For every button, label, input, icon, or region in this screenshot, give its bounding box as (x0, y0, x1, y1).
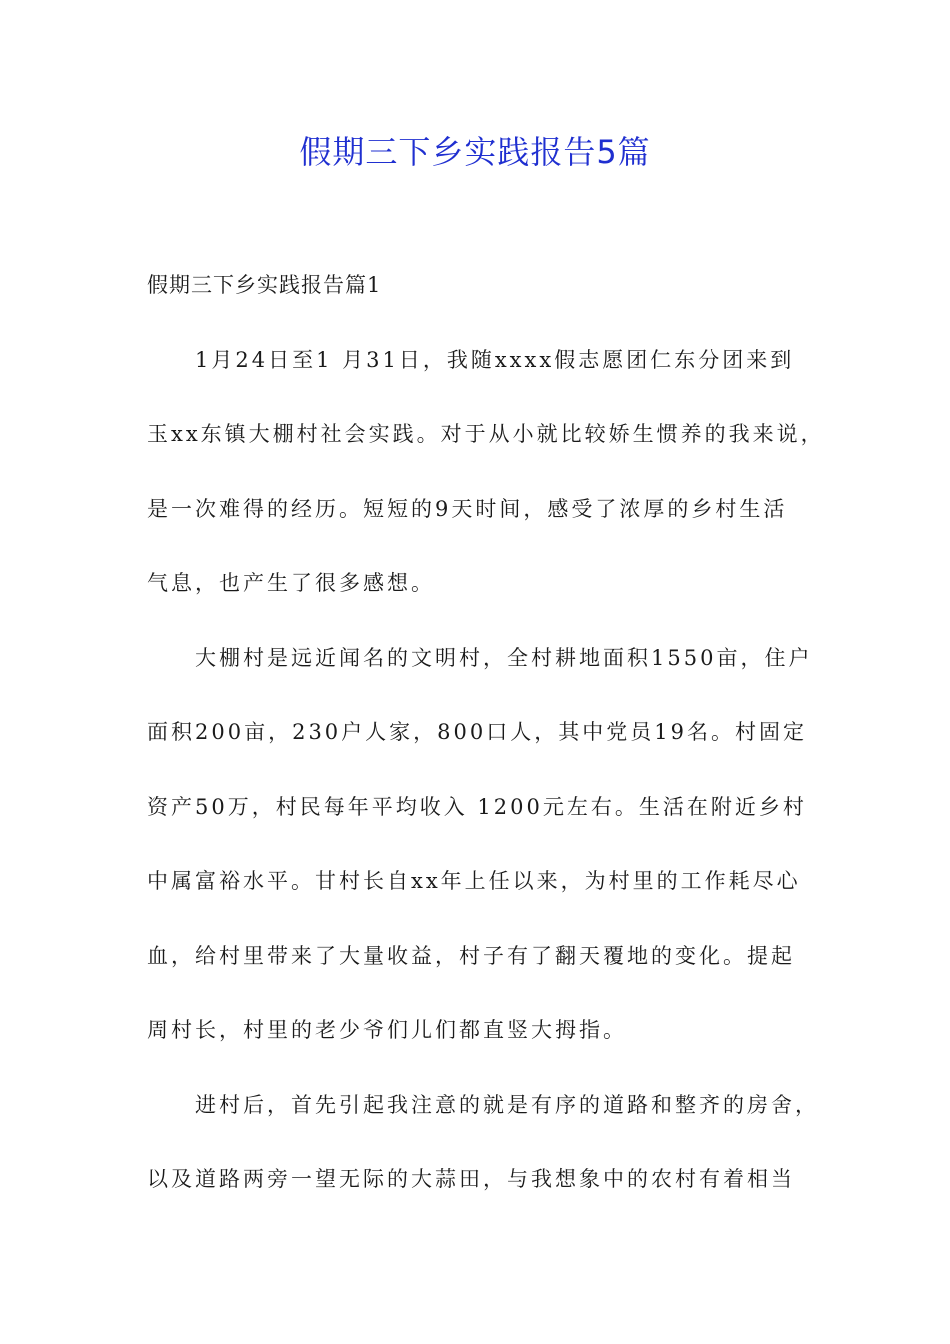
paragraph-line: 1月24日至1 月31日，我随xxxx假志愿团仁东分团来到 (195, 348, 795, 372)
section-heading: 假期三下乡实践报告篇1 (147, 273, 382, 297)
paragraph-line: 大棚村是远近闻名的文明村，全村耕地面积1550亩，住户 (195, 646, 813, 670)
paragraph-line: 周村长，村里的老少爷们儿们都直竖大拇指。 (147, 1018, 627, 1042)
paragraph-line: 是一次难得的经历。短短的9天时间，感受了浓厚的乡村生活 (147, 497, 788, 521)
paragraph-line: 进村后，首先引起我注意的就是有序的道路和整齐的房舍， (195, 1093, 819, 1117)
document-title: 假期三下乡实践报告5篇 (299, 133, 651, 171)
paragraph-line: 玉xx东镇大棚村社会实践。对于从小就比较娇生惯养的我来说， (147, 422, 825, 446)
paragraph-line: 气息，也产生了很多感想。 (147, 571, 435, 595)
paragraph-line: 面积200亩，230户人家，800口人，其中党员19名。村固定 (147, 720, 807, 744)
paragraph-line: 资产50万，村民每年平均收入 1200元左右。生活在附近乡村 (147, 795, 807, 819)
paragraph-line: 血，给村里带来了大量收益，村子有了翻天覆地的变化。提起 (147, 944, 795, 968)
paragraph-line: 以及道路两旁一望无际的大蒜田，与我想象中的农村有着相当 (147, 1167, 795, 1191)
paragraph-line: 中属富裕水平。甘村长自xx年上任以来，为村里的工作耗尽心 (147, 869, 801, 893)
